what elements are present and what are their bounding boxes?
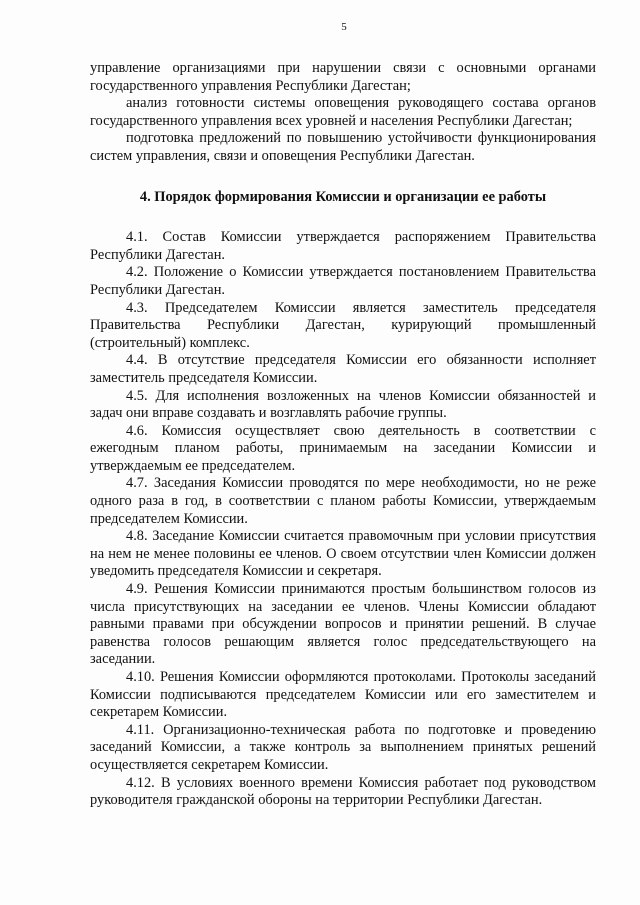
- section-paragraph: 4.3. Председателем Комиссии является заместитель председателя Правительства Республики Дагестан, курирующий промышленный (строительный) комплекс.: [90, 299, 596, 351]
- page-number: 5: [341, 21, 347, 33]
- section-paragraph: 4.10. Решения Комиссии оформляются протоколами. Протоколы заседаний Комиссии подписываются председателем Комиссии или его заместителем и секретарем Комиссии.: [90, 669, 596, 721]
- section-paragraph: 4.11. Организационно-техническая работа по подготовке и проведению заседаний Комиссии, а также контроль за выполнением принятых решений осуществляется секретарем Комиссии.: [90, 721, 596, 773]
- intro-paragraph: подготовка предложений по повышению устойчивости функционирования систем управления, связи и оповещения Республики Дагестан.: [90, 130, 596, 164]
- section-paragraph: 4.7. Заседания Комиссии проводятся по мере необходимости, но не реже одного раза в год, в соответствии с планом работы Комиссии, утверждаемым председателем Комиссии.: [90, 475, 596, 527]
- section-paragraph: 4.12. В условиях военного времени Комиссия работает под руководством руководителя гражданской обороны на территории Республики Дагестан.: [90, 774, 596, 809]
- section-paragraph: 4.1. Состав Комиссии утверждается распоряжением Правительства Республики Дагестан.: [90, 229, 596, 263]
- section-paragraph: 4.6. Комиссия осуществляет свою деятельность в соответствии с ежегодным планом работы, принимаемым на заседании Комиссии и утверждаемым ее председателем.: [90, 422, 596, 474]
- section-paragraph: 4.5. Для исполнения возложенных на членов Комиссии обязанностей и задач они вправе создавать и возглавлять рабочие группы.: [90, 387, 596, 422]
- intro-paragraph: управление организациями при нарушении связи с основными органами государственного управления Республики Дагестан;: [90, 60, 596, 94]
- section-title: 4. Порядок формирования Комиссии и организации ее работы: [139, 188, 547, 205]
- section-paragraph: 4.4. В отсутствие председателя Комиссии его обязанности исполняет заместитель председателя Комиссии.: [90, 352, 596, 386]
- section-paragraph: 4.2. Положение о Комиссии утверждается постановлением Правительства Республики Дагестан.: [90, 264, 596, 298]
- section-paragraph: 4.8. Заседание Комиссии считается правомочным при условии присутствия на нем не менее половины ее членов. О своем отсутствии член Комиссии должен уведомить председателя Комиссии и секретаря.: [90, 528, 596, 580]
- section-paragraph: 4.9. Решения Комиссии принимаются простым большинством голосов из числа присутствующих на заседании ее членов. Члены Комиссии обладают равными правами при обсуждении вопросов и принятии решений. В случае равенства голосов решающим является голос председательствующего на заседании.: [90, 581, 596, 668]
- intro-paragraph: анализ готовности системы оповещения руководящего состава органов государственного управления всех уровней и населения Республики Дагестан;: [90, 95, 596, 129]
